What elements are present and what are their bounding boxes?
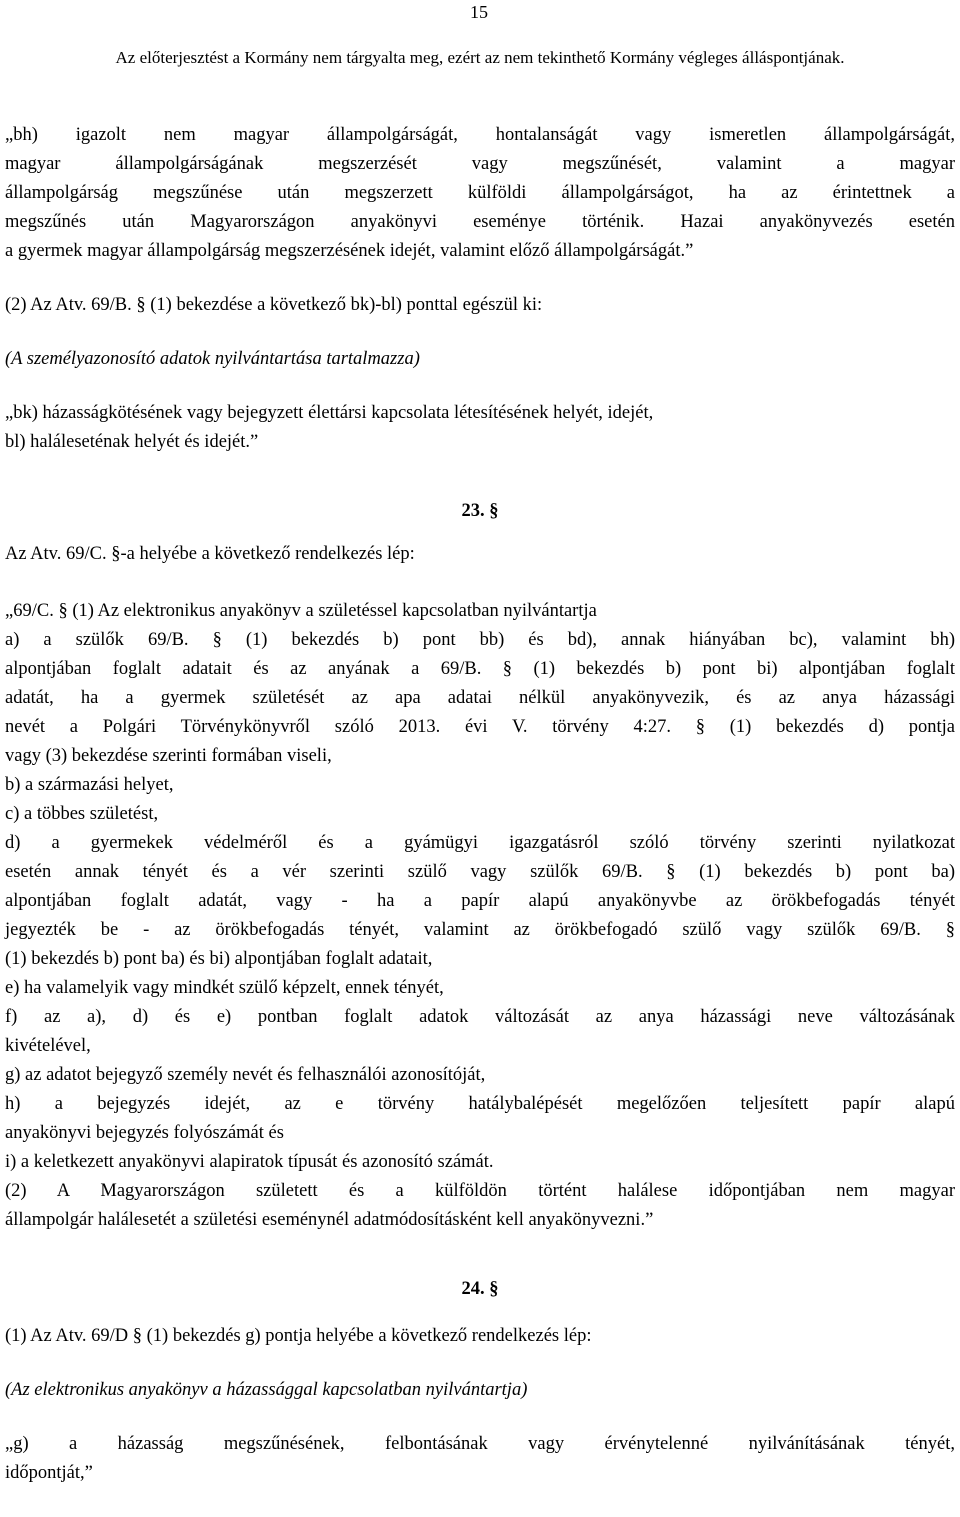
text-line: bl) haláleseténak helyét és idejét.” [5,432,259,452]
section-24-intro: (1) Az Atv. 69/D § (1) bekezdés g) pontja helyébe a következő rendelkezés lép: [5,1326,592,1346]
text-line: nevét a Polgári Törvénykönyvről szóló 2013. évi V. törvény 4:27. § (1) bekezdés d) pontja [5,717,955,737]
text-line: (1) bekezdés b) pont ba) és bi) alpontjában foglalt adatait, [5,949,433,969]
text-line: „g) a házasság megszűnésének, felbontásának vagy érvénytelenné nyilvánításának tényét, [5,1434,955,1454]
text-line: megszűnés után Magyarországon anyakönyvi eseménye történik. Hazai anyakönyvezés esetén [5,212,955,232]
amendment-context-italic: (A személyazonosító adatok nyilvántartása tartalmazza) [5,349,420,369]
amendment-intro-2: (2) Az Atv. 69/B. § (1) bekezdése a következő bk)-bl) ponttal egészül ki: [5,295,543,315]
header-note: Az előterjesztést a Kormány nem tárgyalta meg, ezért az nem tekinthető Kormány végleges álláspontjának. [115,48,845,67]
text-line: vagy (3) bekezdése szerinti formában viseli, [5,746,332,766]
text-line: (2) A Magyarországon született és a külföldön történt halálese időpontjában nem magyar [5,1181,955,1201]
page-number: 15 [470,2,488,22]
text-line: a gyermek magyar állampolgárság megszerzésének idejét, valamint előző állampolgárságát.” [5,241,694,261]
paragraph-g [5,1430,955,1488]
text-line: a) a szülők 69/B. § (1) bekezdés b) pont bb) és bd), annak hiányában bc), valamint bh) [5,630,955,650]
text-line: b) a származási helyet, [5,775,174,795]
paragraph-69c [5,597,955,1235]
paragraph-bh [5,121,955,266]
text-line: állampolgár halálesetét a születési eseménynél adatmódosításként kell anyakönyvezni.” [5,1210,654,1230]
section-heading-23: 23. § [461,501,499,521]
text-line: i) a keletkezett anyakönyvi alapiratok típusát és azonosító számát. [5,1152,494,1172]
text-line: g) az adatot bejegyző személy nevét és felhasználói azonosítóját, [5,1065,486,1085]
paragraph-bk-bl [5,399,955,457]
text-line: „bk) házasságkötésének vagy bejegyzett élettársi kapcsolata létesítésének helyét, idejét, [5,403,654,423]
text-line: adatát, ha a gyermek születését az apa adatai nélkül anyakönyvezik, és az anya házassági [5,688,955,708]
text-line: alpontjában foglalt adatait és az anyának a 69/B. § (1) bekezdés b) pont bi) alpontjában foglalt [5,659,955,679]
text-line: állampolgárság megszűnése után megszerzett külföldi állampolgárságot, ha az érintettnek a [5,183,955,203]
text-line: anyakönyvi bejegyzés folyószámát és [5,1123,284,1143]
section-heading-24: 24. § [461,1279,499,1299]
text-line: c) a többes születést, [5,804,159,824]
section-23-intro: Az Atv. 69/C. §-a helyébe a következő rendelkezés lép: [5,544,415,564]
text-line: e) ha valamelyik vagy mindkét szülő képzelt, ennek tényét, [5,978,444,998]
text-line: f) az a), d) és e) pontban foglalt adatok változását az anya házassági neve változásának [5,1007,955,1027]
text-line: időpontját,” [5,1463,93,1483]
text-line: esetén annak tényét és a vér szerinti szülő vagy szülők 69/B. § (1) bekezdés b) pont ba) [5,862,955,882]
text-line: „bh) igazolt nem magyar állampolgárságát, hontalanságát vagy ismeretlen állampolgárságát, [5,125,955,145]
text-line: h) a bejegyzés idejét, az e törvény hatálybalépését megelőzően teljesített papír alapú [5,1094,955,1114]
text-line: kivételével, [5,1036,91,1056]
section-24-context-italic: (Az elektronikus anyakönyv a házassággal kapcsolatban nyilvántartja) [5,1380,528,1400]
text-line: „69/C. § (1) Az elektronikus anyakönyv a születéssel kapcsolatban nyilvántartja [5,601,597,621]
document-body [5,121,955,1488]
text-line: magyar állampolgárságának megszerzését vagy megszűnését, valamint a magyar [5,154,955,174]
text-line: d) a gyermekek védelméről és a gyámügyi igazgatásról szóló törvény szerinti nyilatkozat [5,833,955,853]
text-line: alpontjában foglalt adatát, vagy - ha a papír alapú anyakönyvbe az örökbefogadás tényét [5,891,955,911]
text-line: jegyezték be - az örökbefogadás tényét, valamint az örökbefogadó szülő vagy szülők 69/B. § [5,920,955,940]
